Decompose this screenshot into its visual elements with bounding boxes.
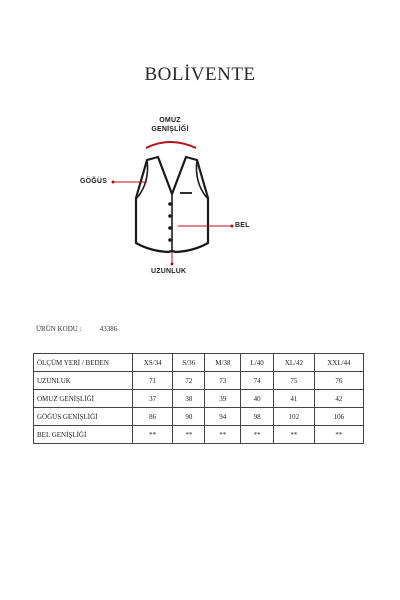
row-label: BEL GENİŞLİĞİ <box>34 426 133 444</box>
row-label: GÖĞÜS GENİŞLİĞİ <box>34 408 133 426</box>
length-dot <box>171 263 174 266</box>
table-row <box>34 372 364 390</box>
table-cell: 40 <box>241 390 274 408</box>
table-cell: 37 <box>133 390 173 408</box>
header-label: ÖLÇÜM YERİ / BEDEN <box>34 354 133 372</box>
row-label: UZUNLUK <box>34 372 133 390</box>
button-4 <box>168 238 172 242</box>
header-size: XXL/44 <box>314 354 363 372</box>
product-code-label: ÜRÜN KODU : <box>36 325 82 333</box>
length-label: UZUNLUK <box>151 268 187 275</box>
chest-label: GÖĞÜS <box>80 178 108 185</box>
button-2 <box>168 214 172 218</box>
table-cell: 106 <box>314 408 363 426</box>
table-cell: ** <box>241 426 274 444</box>
header-size: M/38 <box>205 354 241 372</box>
table-cell: 42 <box>314 390 363 408</box>
vest-illustration <box>0 110 400 290</box>
button-1 <box>168 202 172 206</box>
header-size: XS/34 <box>133 354 173 372</box>
table-cell: 90 <box>173 408 205 426</box>
table-cell: ** <box>205 426 241 444</box>
table-cell: ** <box>173 426 205 444</box>
table-cell: 94 <box>205 408 241 426</box>
vest-measurement-diagram <box>0 110 400 290</box>
brand-logo: BOLİVENTE <box>144 64 256 85</box>
table-cell: 71 <box>133 372 173 390</box>
table-cell: 38 <box>173 390 205 408</box>
table-cell: 102 <box>273 408 314 426</box>
table-row <box>34 426 364 444</box>
row-label: OMUZ GENİŞLİĞİ <box>34 390 133 408</box>
waist-dot <box>231 225 234 228</box>
table-cell: 41 <box>273 390 314 408</box>
chest-dot <box>112 181 115 184</box>
table-cell: 75 <box>273 372 314 390</box>
table-cell: 98 <box>241 408 274 426</box>
table-row <box>34 408 364 426</box>
table-cell: ** <box>273 426 314 444</box>
table-cell: 86 <box>133 408 173 426</box>
product-code <box>36 325 117 333</box>
header-size: L/40 <box>241 354 274 372</box>
waist-label: BEL <box>235 222 250 229</box>
table-cell: 73 <box>205 372 241 390</box>
table-cell: ** <box>133 426 173 444</box>
table-row <box>34 390 364 408</box>
table-cell: 74 <box>241 372 274 390</box>
button-3 <box>168 226 172 230</box>
table-header-row <box>34 354 364 372</box>
header-size: S/36 <box>173 354 205 372</box>
shoulder-width-label: OMUZ GENİŞLİĞİ <box>151 117 189 133</box>
size-chart-table <box>33 353 364 444</box>
product-code-value: 43386 <box>99 325 118 333</box>
table-cell: ** <box>314 426 363 444</box>
table-cell: 39 <box>205 390 241 408</box>
table-cell: 76 <box>314 372 363 390</box>
header-size: XL/42 <box>273 354 314 372</box>
table-cell: 72 <box>173 372 205 390</box>
shoulder-arc <box>146 142 196 148</box>
